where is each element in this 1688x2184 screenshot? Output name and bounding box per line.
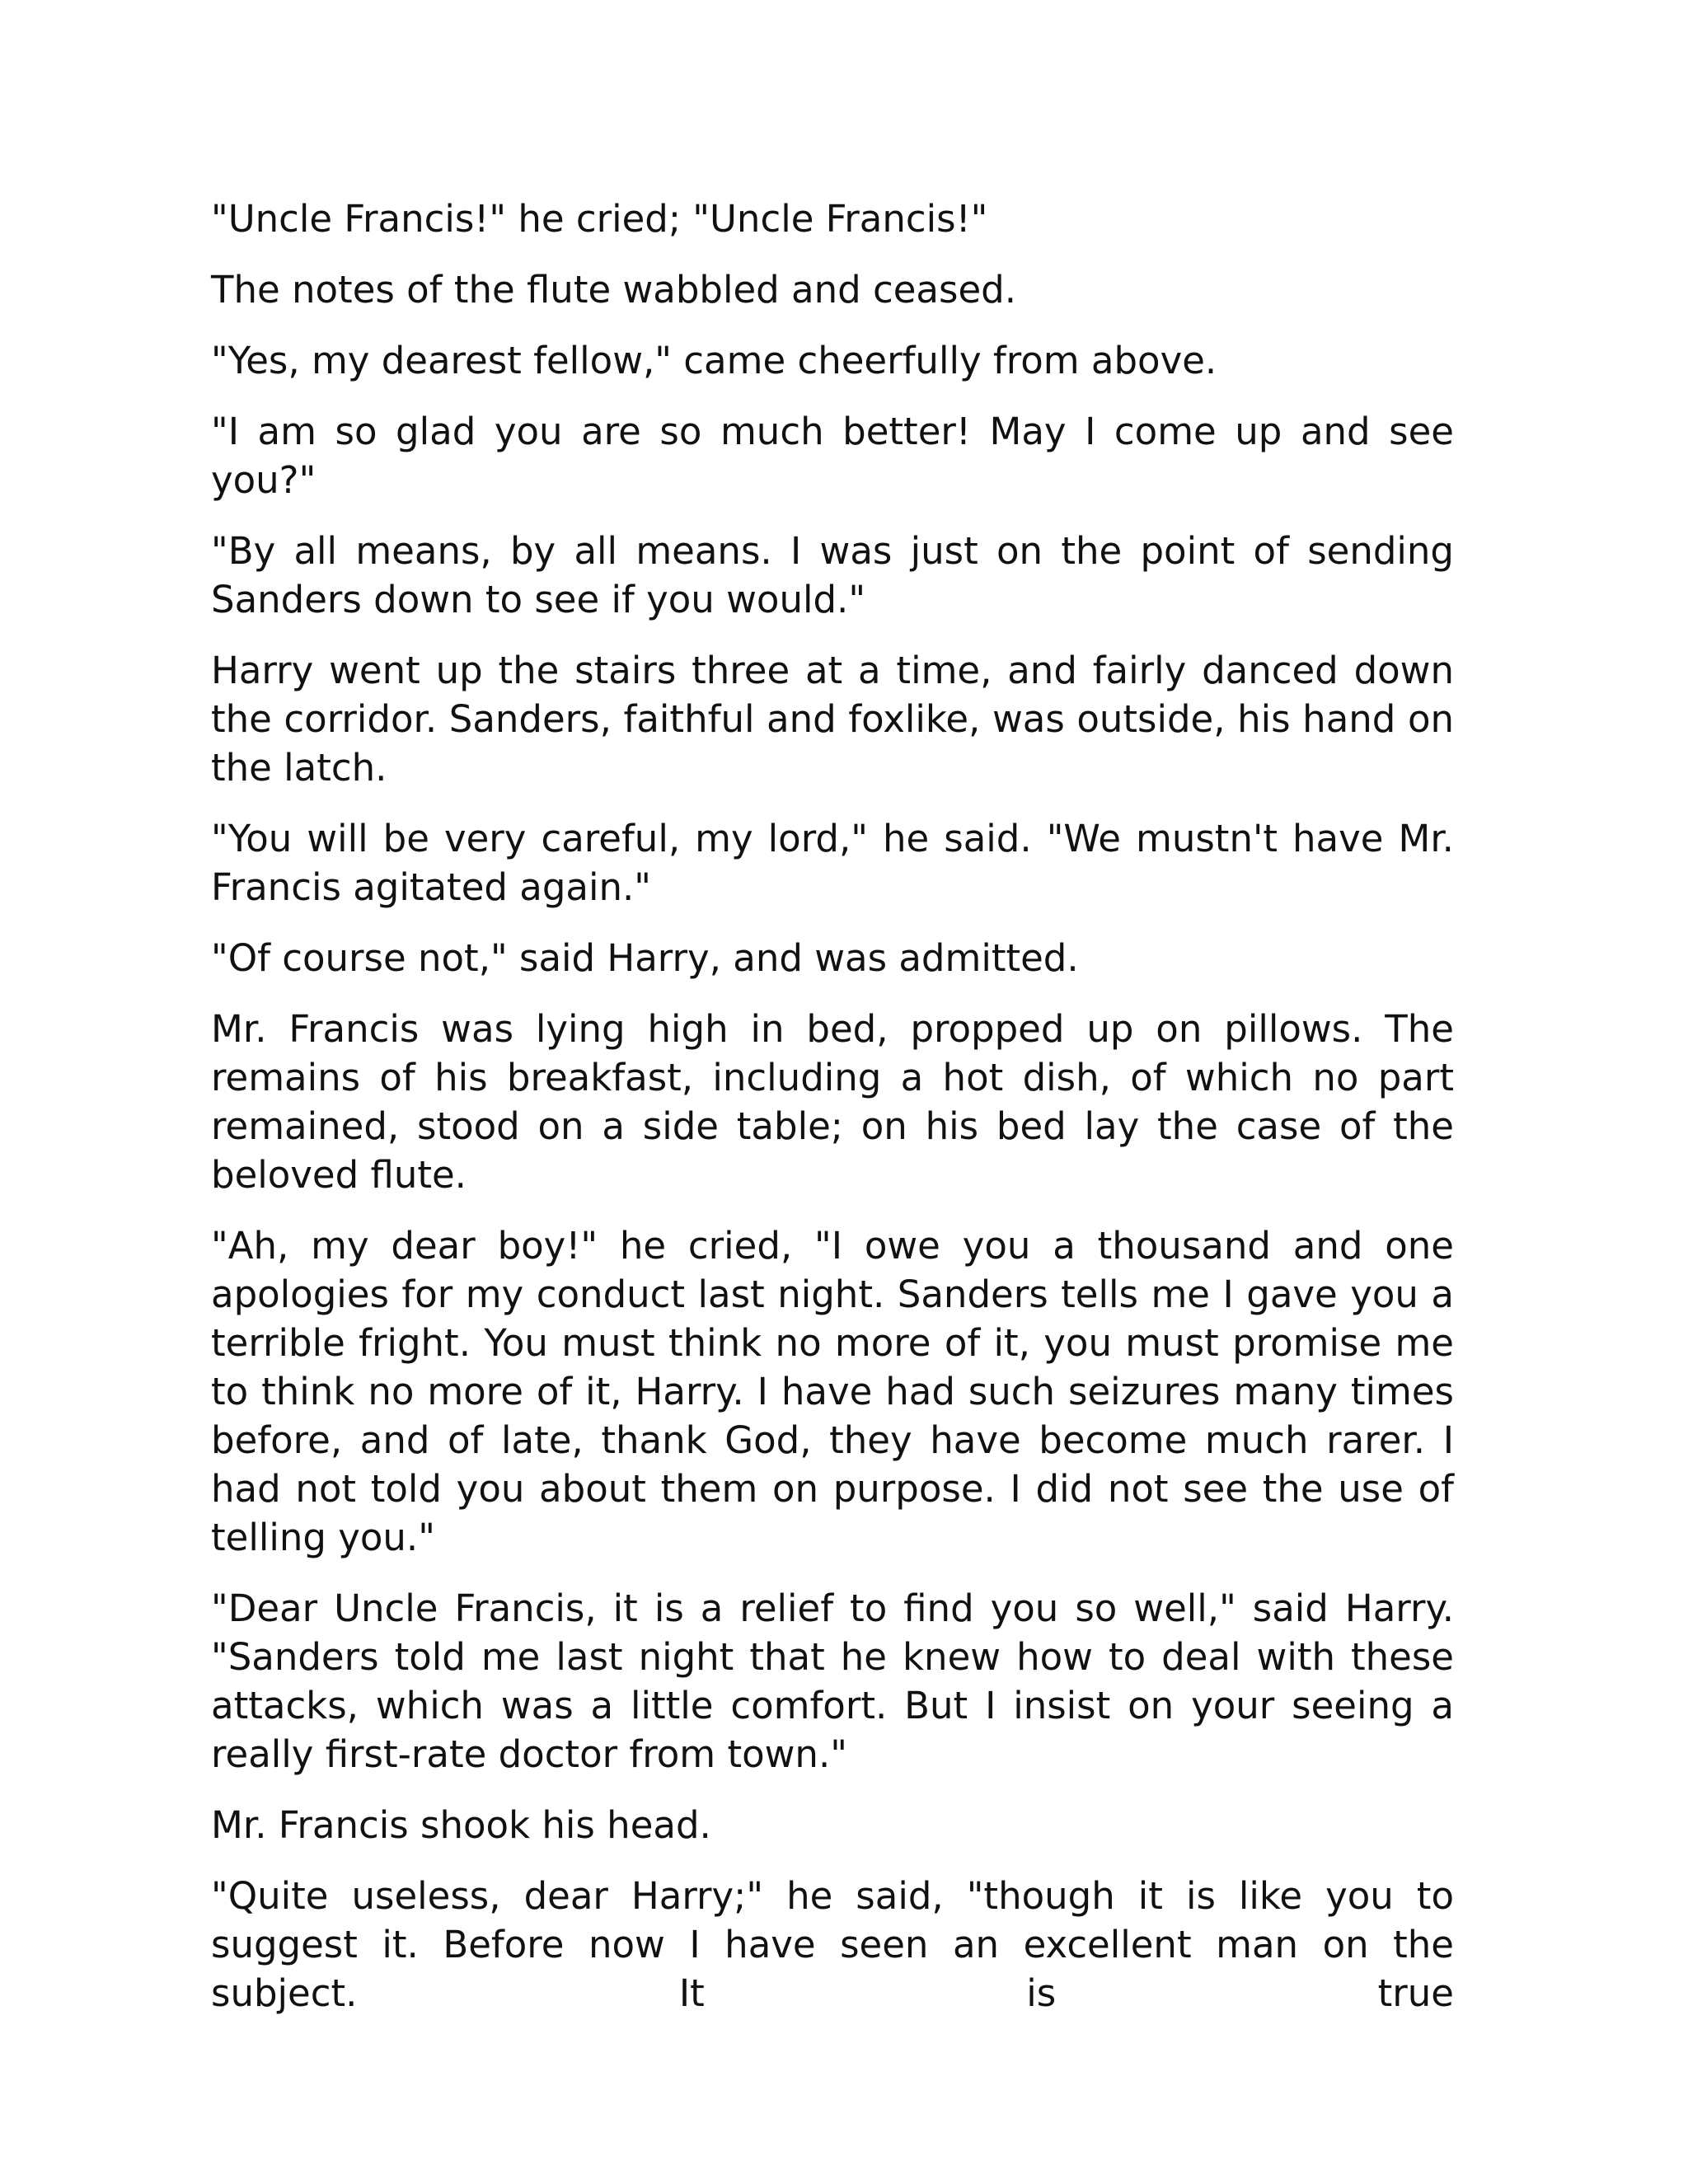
paragraph-4: "I am so glad you are so much better! May I come up and see you?" [211, 410, 1454, 502]
paragraph-13: "Quite useless, dear Harry;" he said, "though it is like you to suggest it. Before now I have seen an excellent man on the subject. It is true [211, 1874, 1454, 2015]
paragraph-8: "Of course not," said Harry, and was admitted. [211, 936, 1079, 980]
paragraph-6: Harry went up the stairs three at a time, and fairly danced down the corridor. Sanders, faithful and foxlike, was outside, his hand on the latch. [211, 649, 1454, 790]
paragraph-12: Mr. Francis shook his head. [211, 1803, 711, 1847]
paragraph-9: Mr. Francis was lying high in bed, propped up on pillows. The remains of his breakfast, including a hot dish, of which no part remained, stood on a side table; on his bed lay the case of the beloved flute. [211, 1007, 1454, 1197]
paragraph-3: "Yes, my dearest fellow," came cheerfully from above. [211, 339, 1217, 382]
paragraph-1: "Uncle Francis!" he cried; "Uncle Francis!" [211, 197, 988, 241]
paragraph-5: "By all means, by all means. I was just on the point of sending Sanders down to see if you would." [211, 529, 1454, 621]
paragraph-2: The notes of the flute wabbled and ceased. [211, 268, 1016, 312]
paragraph-11: "Dear Uncle Francis, it is a relief to find you so well," said Harry. "Sanders told me last night that he knew how to deal with these attacks, which was a little comfort. But I insist on your seeing a really first-rate doctor from town." [211, 1586, 1454, 1776]
paragraph-7: "You will be very careful, my lord," he said. "We mustn't have Mr. Francis agitated again." [211, 817, 1454, 909]
paragraph-10: "Ah, my dear boy!" he cried, "I owe you a thousand and one apologies for my conduct last night. Sanders tells me I gave you a terrible fright. You must think no more of it, you must promise me to think no more of it, Harry. I have had such seizures many times before, and of late, thank God, they have become much rarer. I had not told you about them on purpose. I did not see the use of telling you." [211, 1224, 1454, 1559]
body-text [211, 194, 1454, 2018]
